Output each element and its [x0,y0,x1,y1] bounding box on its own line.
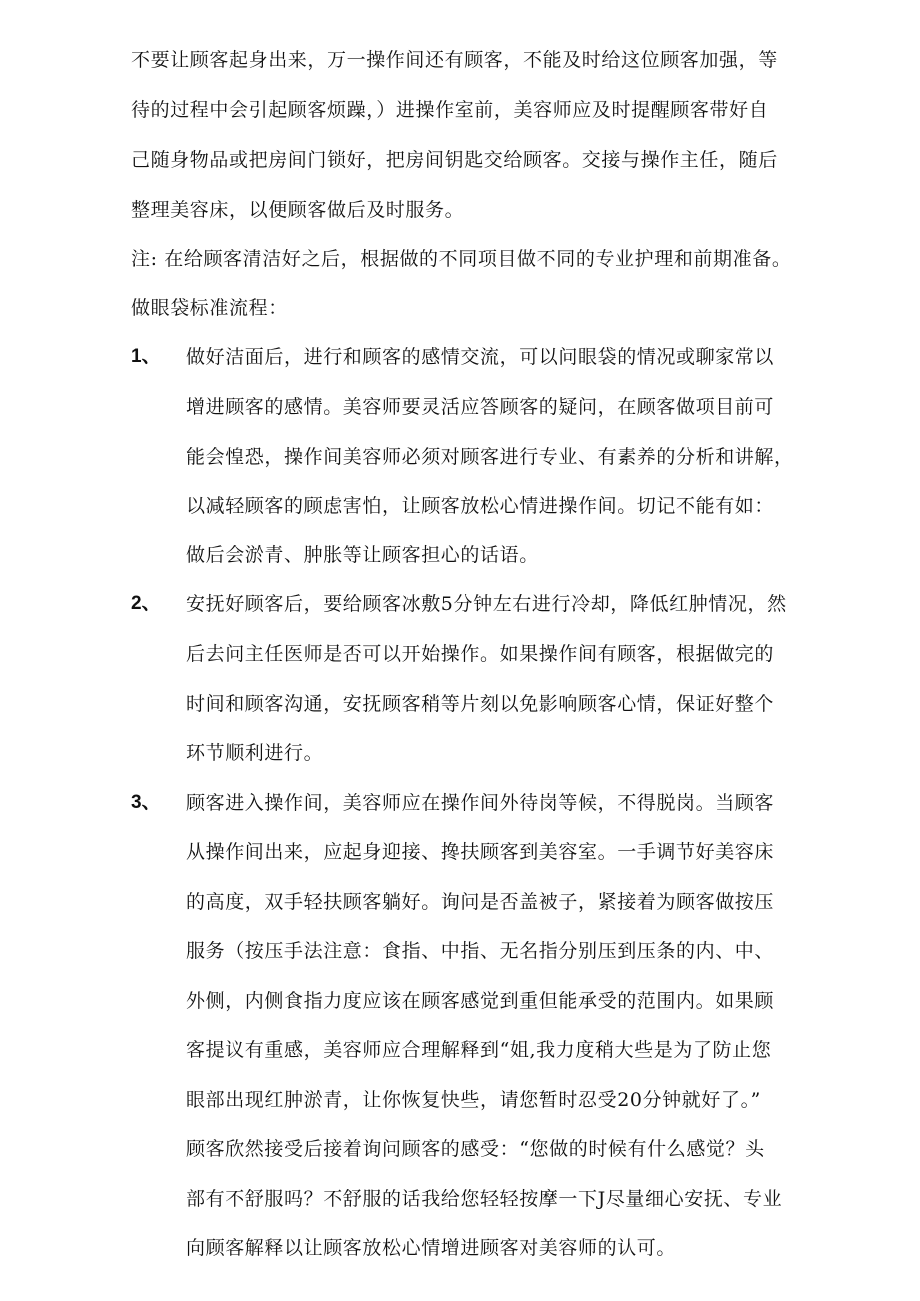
step-line: 做好洁面后，进行和顾客的感情交流，可以问眼袋的情况或聊家常以 [186,346,775,368]
section-heading: 做眼袋标准流程： [131,297,288,319]
step-line: 时间和顾客沟通，安抚顾客稍等片刻以免影响顾客心情，保证好整个 [186,693,775,715]
step-line: 服务（按压手法注意：食指、中指、无名指分别压到压条的内、中、 [186,940,775,962]
step-line: 顾客进入操作间，美容师应在操作间外待岗等候，不得脱岗。当顾客 [186,792,775,814]
step-line: 安抚好顾客后，要给顾客冰敷5分钟左右进行冷却，降低红肿情况，然 [186,593,787,615]
intro-line: 待的过程中会引起顾客烦躁，）进操作室前，美容师应及时提醒顾客带好自 [131,99,769,121]
step-number: 1、 [131,346,161,367]
step-line: 增进顾客的感情。美容师要灵活应答顾客的疑问，在顾客做项目前可 [186,396,775,418]
intro-line: 整理美容床，以便顾客做后及时服务。 [131,199,465,221]
step-line: 做后会淤青、肿胀等让顾客担心的话语。 [186,544,539,566]
step-line: 能会惶恐，操作间美容师必须对顾客进行专业、有素养的分析和讲解， [186,446,794,468]
step-line: 后去问主任医师是否可以开始操作。如果操作间有顾客，根据做完的 [186,643,775,665]
step-line: 从操作间出来，应起身迎接、搀扶顾客到美容室。一手调节好美容床 [186,841,775,863]
note-line: 注: 在给顾客清洁好之后，根据做的不同项目做不同的专业护理和前期准备。 [131,248,792,270]
step-line: 眼部出现红肿淤青，让你恢复快些，请您暂时忍受20分钟就好了。” [186,1089,761,1111]
step-line: 环节顺利进行。 [186,742,324,764]
step-line: 的高度，双手轻扶顾客躺好。询问是否盖被子，紧接着为顾客做按压 [186,891,775,913]
step-line: 客提议有重感，美容师应合理解释到“姐,我力度稍大些是为了防止您 [186,1039,772,1061]
intro-line: 不要让顾客起身出来，万一操作间还有顾客，不能及时给这位顾客加强，等 [131,49,778,71]
intro-line: 己随身物品或把房间门锁好，把房间钥匙交给顾客。交接与操作主任，随后 [131,149,778,171]
step-line: 部有不舒服吗？不舒服的话我给您轻轻按摩一下J尽量细心安抚、专业 [186,1188,783,1210]
step-line: 外侧，内侧食指力度应该在顾客感觉到重但能承受的范围内。如果顾 [186,990,775,1012]
step-line: 顾客欣然接受后接着询问顾客的感受：“您做的时候有什么感觉？头 [186,1138,765,1160]
step-line: 向顾客解释以让顾客放松心情增进顾客对美容师的认可。 [186,1237,677,1259]
step-number: 2、 [131,593,161,614]
step-line: 以减轻顾客的顾虑害怕，让顾客放松心情进操作间。切记不能有如： [186,495,775,517]
step-number: 3、 [131,792,161,813]
